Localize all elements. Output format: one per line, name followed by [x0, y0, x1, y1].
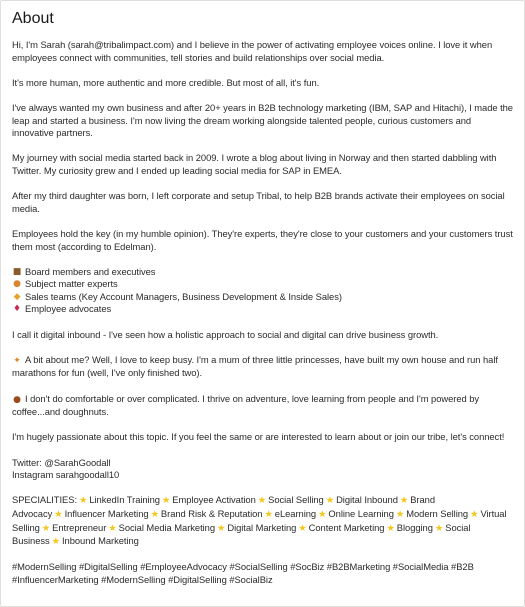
speciality-item: Blogging — [396, 521, 433, 533]
speciality-item: Social Selling — [268, 494, 324, 506]
about-paragraph: It's more human, more authentic and more credible. But most of all, it's fun. — [12, 76, 320, 88]
star-icon: ★ — [108, 522, 117, 534]
about-text — [12, 39, 513, 587]
about-paragraph: I call it digital inbound - I've seen how a holistic approach to social and digital can drive business growth. — [12, 328, 439, 340]
handshake-icon: ◆ — [13, 291, 21, 302]
speciality-item: eLearning — [274, 507, 317, 519]
list-item — [12, 266, 513, 279]
star-icon: ★ — [325, 495, 335, 507]
star-icon: ★ — [264, 508, 273, 520]
star-icon: ★ — [386, 522, 395, 534]
hashtags: #ModernSelling #DigitalSelling #EmployeeAdvocacy #SocialSelling #SocBiz #B2BMarketing #SocialMedia #B2B #InfluencerMarketing #ModernSelling #DigitalSelling #SocialBiz — [12, 561, 474, 585]
list-item-text: Subject matter experts — [25, 278, 118, 290]
specialities-label: SPECIALITIES: — [12, 494, 77, 506]
about-paragraph — [12, 393, 513, 419]
twitter-handle: Twitter: @SarahGoodall — [12, 456, 111, 468]
coffee-icon: ● — [13, 394, 21, 405]
star-icon: ★ — [41, 522, 51, 534]
instagram-handle: Instagram sarahgoodall10 — [12, 469, 120, 481]
star-icon: ★ — [54, 508, 63, 520]
star-icon: ★ — [79, 495, 88, 507]
speciality-item: Influencer Marketing — [64, 507, 149, 519]
speciality-item: Social Media Marketing — [118, 521, 215, 533]
star-icon: ★ — [318, 508, 327, 520]
about-paragraph: I've always wanted my own business and after 20+ years in B2B technology marketing (IBM, SAP and Hitachi), I made the leap and started a business. I'm now living the dream working alongside talented people, curious customers and innovative partners. — [12, 101, 513, 139]
list-item — [12, 291, 513, 304]
runner-icon: ✦ — [13, 355, 21, 366]
speciality-item: Brand Advocacy — [12, 494, 436, 519]
about-paragraph: Hi, I'm Sarah (sarah@tribalimpact.com) and I believe in the power of activating employee voices online. I love it when employees connect with communities, tell stories and build relationships over social media. — [12, 39, 493, 63]
star-icon: ★ — [150, 508, 159, 520]
speciality-item: Brand Risk & Reputation — [160, 507, 263, 519]
about-paragraph-text: A bit about me? Well, I love to keep busy. I'm a mum of three little princesses, have built my own house and run half marathons for fun (well, I've only finished two). — [12, 353, 498, 379]
speciality-item: Social Business — [12, 521, 471, 547]
speciality-item: Digital Marketing — [227, 521, 297, 533]
about-paragraph: I'm hugely passionate about this topic. If you feel the same or are interested to learn about or join our tribe, let's connect! — [12, 431, 505, 443]
audience-list — [12, 266, 513, 316]
list-item — [12, 303, 513, 316]
specialities-list — [12, 494, 507, 546]
star-icon: ★ — [395, 508, 405, 520]
speciality-item: LinkedIn Training — [89, 494, 160, 506]
star-icon: ★ — [399, 495, 409, 507]
speciality-item: Virtual Selling — [12, 507, 507, 533]
star-icon: ★ — [470, 508, 479, 520]
about-paragraph: My journey with social media started back in 2009. I wrote a blog about living in Norway and then started dabbling with Twitter. My curiosity grew and I ended up leading social media for SAP in EMEA. — [12, 152, 497, 176]
about-paragraph: After my third daughter was born, I left corporate and setup Tribal, to help B2B brands activate their employees on social media. — [12, 190, 505, 214]
speciality-item: Employee Activation — [172, 494, 256, 506]
star-icon: ★ — [216, 522, 226, 534]
list-item-text: Sales teams (Key Account Managers, Business Development & Inside Sales) — [25, 290, 342, 302]
list-item-text: Board members and executives — [25, 265, 156, 277]
face-icon: ● — [13, 279, 21, 290]
list-item-text: Employee advocates — [25, 303, 112, 315]
star-icon: ★ — [51, 536, 60, 548]
speciality-item: Entrepreneur — [52, 521, 107, 533]
star-icon: ★ — [298, 522, 307, 534]
speciality-item: Inbound Marketing — [62, 535, 139, 547]
list-item — [12, 278, 513, 291]
speciality-item: Content Marketing — [308, 521, 385, 533]
briefcase-icon: ■ — [12, 266, 22, 277]
about-paragraph-text: I don't do comfortable or over complicated. I thrive on adventure, love learning from people and I'm powered by coffee...and doughnuts. — [12, 392, 480, 418]
speciality-item: Modern Selling — [406, 507, 469, 519]
specialities — [12, 494, 513, 548]
people-icon: ♦ — [12, 304, 22, 315]
section-title: About — [12, 10, 54, 27]
about-paragraph: Employees hold the key (in my humble opinion). They're experts, they're close to your customers and your customers trust them most (according to Edelman). — [12, 227, 513, 252]
star-icon: ★ — [434, 522, 444, 534]
about-paragraph — [12, 354, 513, 380]
star-icon: ★ — [161, 495, 171, 507]
speciality-item: Online Learning — [328, 507, 394, 519]
speciality-item: Digital Inbound — [336, 494, 398, 506]
star-icon: ★ — [257, 495, 267, 507]
